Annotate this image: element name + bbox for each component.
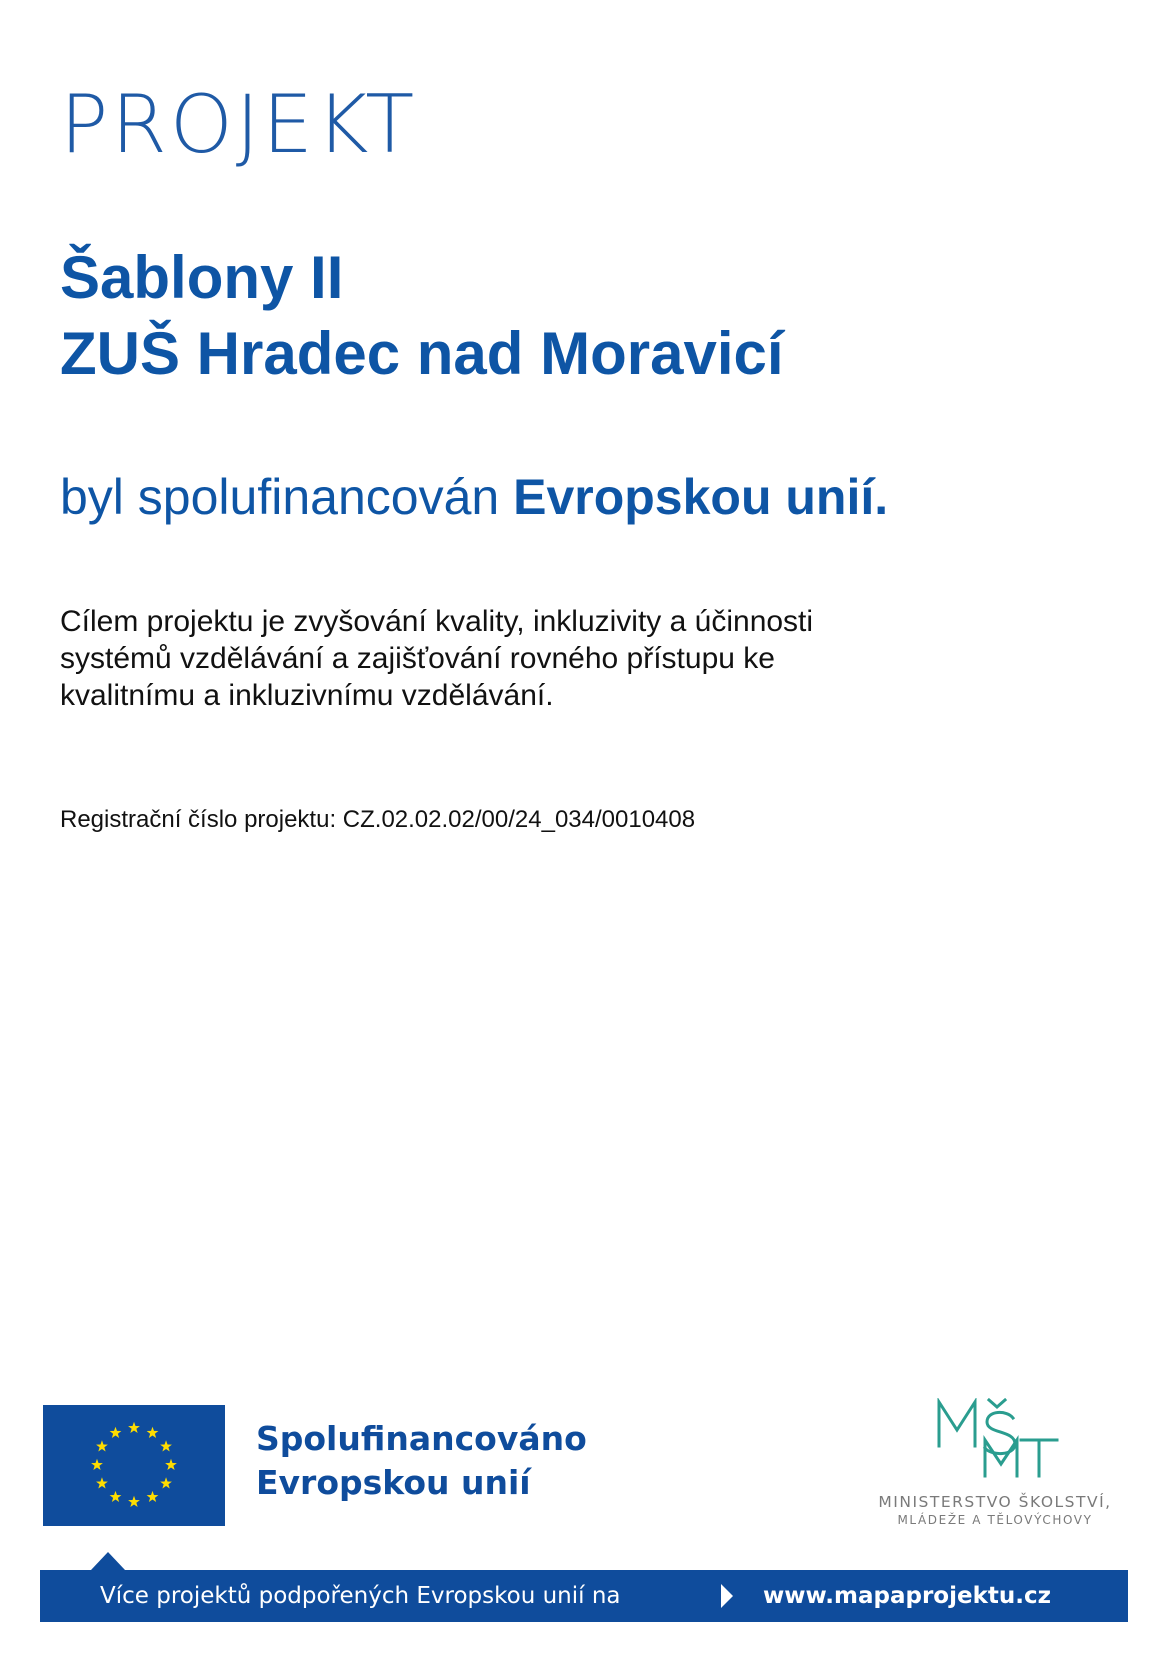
msmt-name [860, 1492, 1130, 1528]
project-name-line-1: Šablony II [60, 244, 344, 311]
description-line-1: Cílem projektu je zvyšování kvality, inkluzivity a účinnosti [60, 605, 814, 638]
eu-label-line-2: Evropskou unií [256, 1463, 531, 1502]
description-line-3: kvalitnímu a inkluzivnímu vzdělávání. [60, 679, 554, 712]
eu-flag-icon [43, 1405, 225, 1526]
eu-cofinanced-label [256, 1417, 587, 1505]
project-name [60, 240, 784, 392]
mapaprojektu-link[interactable]: www.mapaprojektu.cz [763, 1583, 1051, 1609]
eu-star-icon [128, 1422, 140, 1433]
eu-star-icon [110, 1491, 122, 1502]
description-line-2: systémů vzdělávání a zajišťování rovného přístupu ke [60, 642, 775, 675]
project-name-line-2: ZUŠ Hradec nad Moravicí [60, 320, 784, 387]
eu-star-icon [147, 1491, 159, 1502]
msmt-name-line-1: MINISTERSTVO ŠKOLSTVÍ, [878, 1493, 1112, 1511]
cofinancing-statement [60, 470, 888, 525]
msmt-mark-icon [935, 1398, 1060, 1480]
projekt-heading: PROJEKT [60, 78, 418, 171]
eu-star-icon [96, 1440, 108, 1451]
cofinancing-highlight: Evropskou unií. [513, 469, 889, 525]
project-description [60, 603, 960, 714]
banner-text: Více projektů podpořených Evropskou unií na [100, 1583, 621, 1609]
eu-star-icon [160, 1440, 172, 1451]
bottom-banner [40, 1570, 1128, 1622]
eu-label-line-1: Spolufinancováno [256, 1419, 587, 1458]
msmt-name-line-2: MLÁDEŽE A TĚLOVÝCHOVY [897, 1513, 1093, 1527]
eu-star-icon [91, 1459, 103, 1470]
registration-number: Registrační číslo projektu: CZ.02.02.02/00/24_034/0010408 [60, 806, 696, 833]
eu-star-icon [96, 1477, 108, 1488]
cofinancing-text: byl spolufinancován [60, 469, 500, 525]
msmt-logo [860, 1398, 1130, 1528]
banner-notch [91, 1552, 125, 1570]
arrow-right-icon [721, 1584, 733, 1608]
eu-star-icon [165, 1459, 177, 1470]
eu-stars-icon [43, 1405, 225, 1526]
eu-star-icon [128, 1496, 140, 1507]
eu-star-icon [110, 1427, 122, 1438]
eu-star-icon [160, 1477, 172, 1488]
eu-star-icon [147, 1427, 159, 1438]
